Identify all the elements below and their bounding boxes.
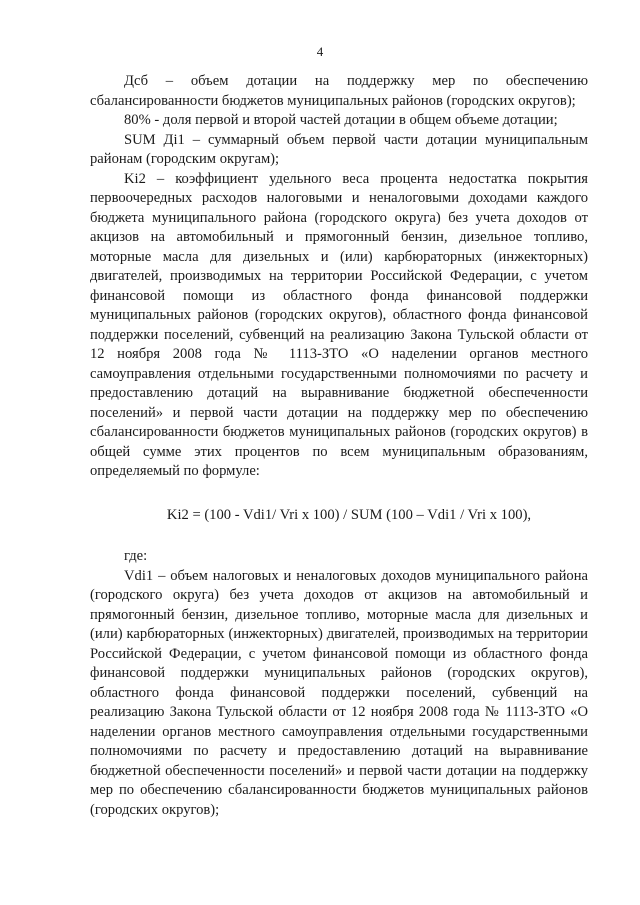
document-body <box>90 72 588 820</box>
page-number: 4 <box>316 44 324 59</box>
paragraph-dsb-definition: Дсб – объем дотации на поддержку мер по обеспечению сбалансированности бюджетов муниципальных районов (городских округов); <box>90 73 588 109</box>
paragraph-ki2-definition: Ki2 – коэффициент удельного веса процента недостатка покрытия первоочередных расходов налоговыми и неналоговыми доходами каждого бюджета муниципального района (городского округа) без учета доходов от акцизов на автомобильный и прямогонный бензин, дизельное топливо, моторные масла для дизельных и (или) карбюраторных (инжекторных) двигателей, производимых на территории Российской Федерации, с учетом финансовой помощи из областного фонда финансовой поддержки муниципальных районов (городских округов), областного фонда финансовой поддержки поселений, субвенций на реализацию Закона Тульской области от 12 ноября 2008 года № 1113-ЗТО «О наделении органов местного самоуправления отдельными государственными полномочиями по расчету и предоставлению дотаций на выравнивание бюджетной обеспеченности поселений» и первой части дотации на поддержку мер по обеспечению сбалансированности бюджетов муниципальных районов (городских округов) в общей сумме этих процентов по всем муниципальным образованиям, определяемый по формуле: <box>90 170 588 479</box>
paragraph-percent-share: 80% - доля первой и второй частей дотации в общем объеме дотации; <box>124 112 558 128</box>
paragraph-where: где: <box>124 548 148 564</box>
formula-ki2: Ki2 = (100 - Vdi1/ Vri х 100) / SUM (100 – Vdi1 / Vri х 100), <box>166 506 532 523</box>
paragraph-sum-di1-definition: SUM Дi1 – суммарный объем первой части дотации муниципальным районам (городским округам); <box>90 131 588 167</box>
paragraph-vdi1-definition: Vdi1 – объем налоговых и неналоговых доходов муниципального района (городского округа) без учета доходов от акцизов на автомобильный и прямогонный бензин, дизельное топливо, моторные масла для дизельных и (или) карбюраторных (инжекторных) двигателей, производимых на территории Российской Федерации, с учетом финансовой помощи из областного фонда финансовой поддержки муниципальных районов (городских округов), областного фонда финансовой поддержки поселений, субвенций на реализацию Закона Тульской области от 12 ноября 2008 года № 1113-ЗТО «О наделении органов местного самоуправления отдельными государственными полномочиями по расчету и предоставлению дотаций на выравнивание бюджетной обеспеченности поселений» и первой части дотации на поддержку мер по обеспечению сбалансированности бюджетов муниципальных районов (городских округов); <box>90 567 588 818</box>
